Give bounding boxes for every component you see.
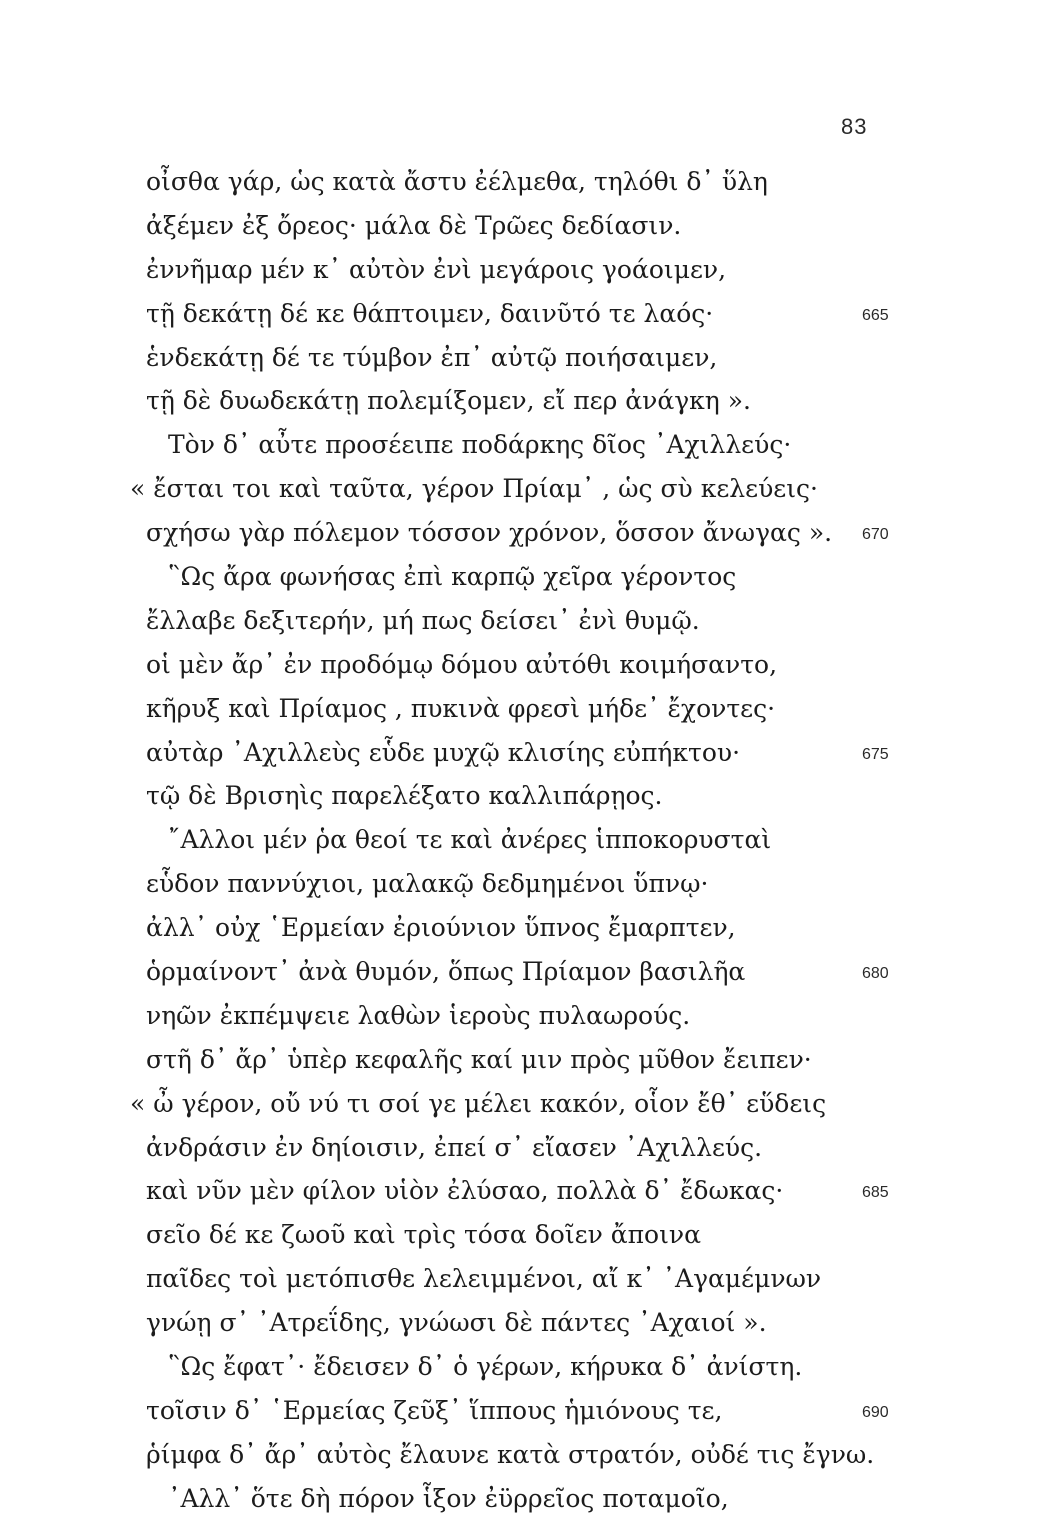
verse-text: ἀξέμεν ἐξ ὄρεος· μάλα δὲ Τρῶες δεδίασιν. [146,210,682,240]
verse-text: κῆρυξ καὶ Πρίαμος , πυκινὰ φρεσὶ μήδε᾽ ἔχοντες· [146,693,776,723]
verse-text: σχήσω γὰρ πόλεμον τόσσον χρόνον, ὅσσον ἄνωγας ». [146,518,833,548]
verse-text: παῖδες τοὶ μετόπισθε λελειμμένοι, αἴ κ᾽ ᾽Αγαμέμνων [146,1264,822,1294]
verse-line [0,862,1038,906]
verse-line [0,336,1038,380]
line-number: 675 [862,745,889,763]
verse-text: τῇ δὲ δυωδεκάτῃ πολεμίξομεν, εἴ περ ἀνάγκη ». [146,386,751,416]
verse-text: γνώῃ σ᾽ ᾽Ατρεΐδης, γνώωσι δὲ πάντες ᾽Αχαιοί ». [146,1308,767,1338]
verse-text: Τὸν δ᾽ αὖτε προσέειπε ποδάρκης δῖος ᾽Αχιλλεύς· [168,430,792,460]
line-number: 680 [862,965,889,983]
verse-text: στῆ δ᾽ ἄρ᾽ ὑπὲρ κεφαλῆς καί μιν πρὸς μῦθον ἔειπεν· [146,1044,812,1074]
verse-line [0,599,1038,643]
verse-line [0,1345,1038,1389]
verse-text: ᾽Αλλ᾽ ὅτε δὴ πόρον ἷξον ἐϋρρεῖος ποταμοῖο, [168,1483,729,1513]
verse-text: εὗδον παννύχιοι, μαλακῷ δεδμημένοι ὕπνῳ· [146,869,709,899]
verse-line [0,1126,1038,1170]
verse-text: νηῶν ἐκπέμψειε λαθὼν ἱεροὺς πυλαωρούς. [146,1000,691,1030]
verse-text: σεῖο δέ κε ζωοῦ καὶ τρὶς τόσα δοῖεν ἄποινα [146,1220,701,1250]
verse-line [0,248,1038,292]
verse-text: τῇ δεκάτῃ δέ κε θάπτοιμεν, δαινῦτό τε λαός· [146,298,714,328]
verse-line [0,1169,1038,1213]
verse-line [0,511,1038,555]
verse-text: « ὦ γέρον, οὔ νύ τι σοί γε μέλει κακόν, οἷον ἔθ᾽ εὕδεις [130,1088,827,1118]
verse-line [0,906,1038,950]
verse-line [0,994,1038,1038]
verse-text: ἔλλαβε δεξιτερήν, μή πως δείσει᾽ ἐνὶ θυμῷ. [146,605,700,635]
verse-text: ῥίμφα δ᾽ ἄρ᾽ αὐτὸς ἔλαυνε κατὰ στρατόν, οὐδέ τις ἔγνω. [146,1439,875,1469]
verse-line [0,1213,1038,1257]
verse-block [0,160,1038,1521]
verse-text: ἀλλ᾽ οὐχ ῾Ερμείαν ἐριούνιον ὕπνος ἔμαρπτεν, [146,913,736,943]
verse-text: « ἔσται τοι καὶ ταῦτα, γέρον Πρίαμ᾽ , ὡς σὺ κελεύεις· [130,474,818,504]
verse-line [0,555,1038,599]
verse-text: τῷ δὲ Βρισηὶς παρελέξατο καλλιπάρῃος. [146,781,663,811]
verse-line [0,423,1038,467]
verse-text: ἑνδεκάτῃ δέ τε τύμβον ἐπ᾽ αὐτῷ ποιήσαιμεν, [146,342,718,372]
verse-line [0,731,1038,775]
verse-line [0,1389,1038,1433]
verse-text: οἶσθα γάρ, ὡς κατὰ ἄστυ ἐέλμεθα, τηλόθι δ᾽ ὕλη [146,167,768,196]
verse-line [0,774,1038,818]
verse-text: ἀνδράσιν ἐν δηίοισιν, ἐπεί σ᾽ εἴασεν ᾽Αχιλλεύς. [146,1132,763,1162]
verse-line [0,204,1038,248]
verse-line [0,1257,1038,1301]
verse-text: ῎Αλλοι μέν ῥα θεοί τε καὶ ἀνέρες ἱπποκορυσταὶ [168,825,772,855]
verse-text: καὶ νῦν μὲν φίλον υἱὸν ἐλύσαο, πολλὰ δ᾽ ἔδωκας· [146,1176,784,1206]
line-number: 685 [862,1184,889,1202]
verse-line [0,160,1038,204]
verse-text: ὁρμαίνοντ᾽ ἀνὰ θυμόν, ὅπως Πρίαμον βασιλῆα [146,957,746,987]
verse-line [0,292,1038,336]
verse-text: ῝Ως ἄρα φωνήσας ἐπὶ καρπῷ χεῖρα γέροντος [168,562,737,592]
verse-text: τοῖσιν δ᾽ ῾Ερμείας ζεῦξ᾽ ἵππους ἡμιόνους τε, [146,1395,723,1425]
verse-line [0,379,1038,423]
verse-text: ῝Ως ἔφατ᾽· ἔδεισεν δ᾽ ὁ γέρων, κήρυκα δ᾽ ἀνίστη. [168,1352,803,1382]
verse-text: οἱ μὲν ἄρ᾽ ἐν προδόμῳ δόμου αὐτόθι κοιμήσαντο, [146,649,778,679]
verse-text: αὐτὰρ ᾽Αχιλλεὺς εὗδε μυχῷ κλισίης εὐπήκτου· [146,737,741,767]
line-number: 670 [862,526,889,544]
verse-line [0,818,1038,862]
verse-line [0,467,1038,511]
verse-line [0,1301,1038,1345]
verse-line [0,1433,1038,1477]
verse-line [0,643,1038,687]
page-number: 83 [841,114,868,139]
line-number: 690 [862,1403,889,1421]
verse-text: ἐννῆμαρ μέν κ᾽ αὐτὸν ἐνὶ μεγάροις γοάοιμεν, [146,254,727,284]
verse-line [0,1082,1038,1126]
verse-line [0,1038,1038,1082]
line-number: 665 [862,306,889,324]
verse-line [0,950,1038,994]
verse-line [0,687,1038,731]
verse-line [0,1477,1038,1521]
